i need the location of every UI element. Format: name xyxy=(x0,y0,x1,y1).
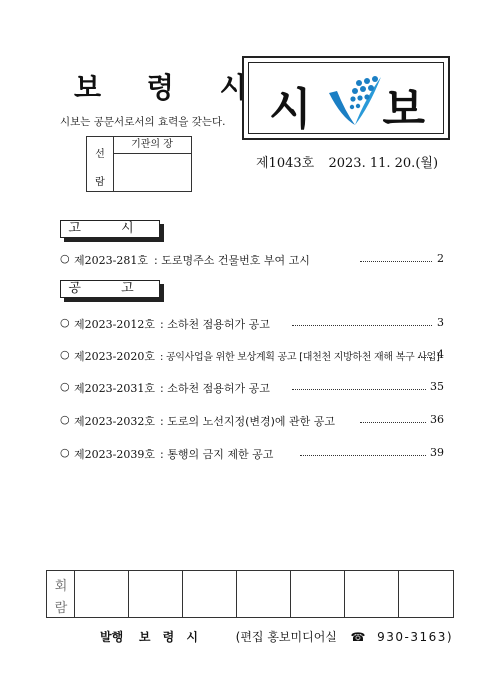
review-cell xyxy=(399,571,453,617)
toc-row[interactable] xyxy=(60,380,450,396)
logo-box xyxy=(242,56,450,140)
issue-date: 2023. 11. 20.(월) xyxy=(328,156,439,171)
approval-header: 기관의 장 xyxy=(113,137,191,154)
toc-bullet: ○ xyxy=(60,316,70,329)
footer-editor: (편집 홍보미디어실 xyxy=(235,630,337,644)
toc-number: 제2023-2031호 xyxy=(74,382,155,395)
toc-number: 제2023-2012호 xyxy=(74,318,155,331)
logo-left-text: 시 xyxy=(269,84,312,135)
issue-line xyxy=(256,152,438,171)
logo-right-text: 보 xyxy=(382,84,425,135)
review-label-bottom: 람 xyxy=(54,601,68,616)
issue-number: 제1043호 xyxy=(256,156,315,171)
toc-leader xyxy=(418,357,432,358)
toc-bullet: ○ xyxy=(60,348,70,361)
toc-title: : 통행의 금지 제한 공고 xyxy=(160,448,274,461)
toc-title: : 소하천 점용허가 공고 xyxy=(160,318,270,331)
toc-page: 3 xyxy=(437,316,444,329)
review-table xyxy=(46,570,454,618)
review-cell xyxy=(291,571,345,617)
masthead-city: 보 령 시 xyxy=(74,71,265,104)
footer-publisher-label: 발행 xyxy=(100,630,124,644)
section-label-announcement: 공 고 xyxy=(60,280,160,298)
toc-page: 2 xyxy=(437,252,444,265)
toc-page: 39 xyxy=(430,446,444,459)
toc-row[interactable] xyxy=(60,413,450,429)
toc-number: 제2023-2020호 xyxy=(74,350,155,363)
toc-bullet: ○ xyxy=(60,252,70,265)
phone-icon: ☎ xyxy=(350,630,366,644)
toc-title: : 공익사업을 위한 보상계획 공고 [대천천 지방하천 재해 복구 사업] xyxy=(160,352,440,363)
toc-row[interactable] xyxy=(60,446,450,462)
toc-number: 제2023-2032호 xyxy=(74,415,155,428)
toc-title: : 도로명주소 건물번호 부여 고시 xyxy=(154,254,310,267)
approval-row2: 람 xyxy=(95,177,105,188)
toc-bullet: ○ xyxy=(60,413,70,426)
toc-leader xyxy=(300,455,426,456)
toc-bullet: ○ xyxy=(60,380,70,393)
toc-title: : 소하천 점용허가 공고 xyxy=(160,382,270,395)
review-cell xyxy=(237,571,291,617)
footer-publisher: 보 령 시 xyxy=(138,630,202,644)
review-cell xyxy=(75,571,129,617)
toc-leader xyxy=(360,422,426,423)
toc-page: 35 xyxy=(430,380,444,393)
toc-leader xyxy=(292,389,426,390)
toc-leader xyxy=(292,325,432,326)
toc-row[interactable] xyxy=(60,252,450,268)
masthead-note: 시보는 공문서로서의 효력을 갖는다. xyxy=(60,116,226,128)
review-cell xyxy=(345,571,399,617)
toc-row[interactable] xyxy=(60,316,450,332)
review-cell xyxy=(129,571,183,617)
toc-number: 제2023-2039호 xyxy=(74,448,155,461)
city-emblem-icon xyxy=(325,71,387,131)
toc-bullet: ○ xyxy=(60,446,70,459)
footer-phone: 930-3163) xyxy=(377,630,454,644)
toc-row[interactable] xyxy=(60,348,450,364)
section-label-notice: 고 시 xyxy=(60,220,160,238)
toc-leader xyxy=(360,261,432,262)
review-label-top: 회 xyxy=(54,579,68,594)
toc-title: : 도로의 노선지정(변경)에 관한 공고 xyxy=(160,415,336,428)
footer xyxy=(100,628,454,645)
toc-page: 36 xyxy=(430,413,444,426)
review-cell xyxy=(183,571,237,617)
toc-page: 4 xyxy=(437,348,444,361)
logo-inner-frame xyxy=(248,62,444,134)
approval-row1: 선 xyxy=(95,149,105,160)
approval-box xyxy=(86,136,192,192)
toc-number: 제2023-281호 xyxy=(74,254,148,267)
